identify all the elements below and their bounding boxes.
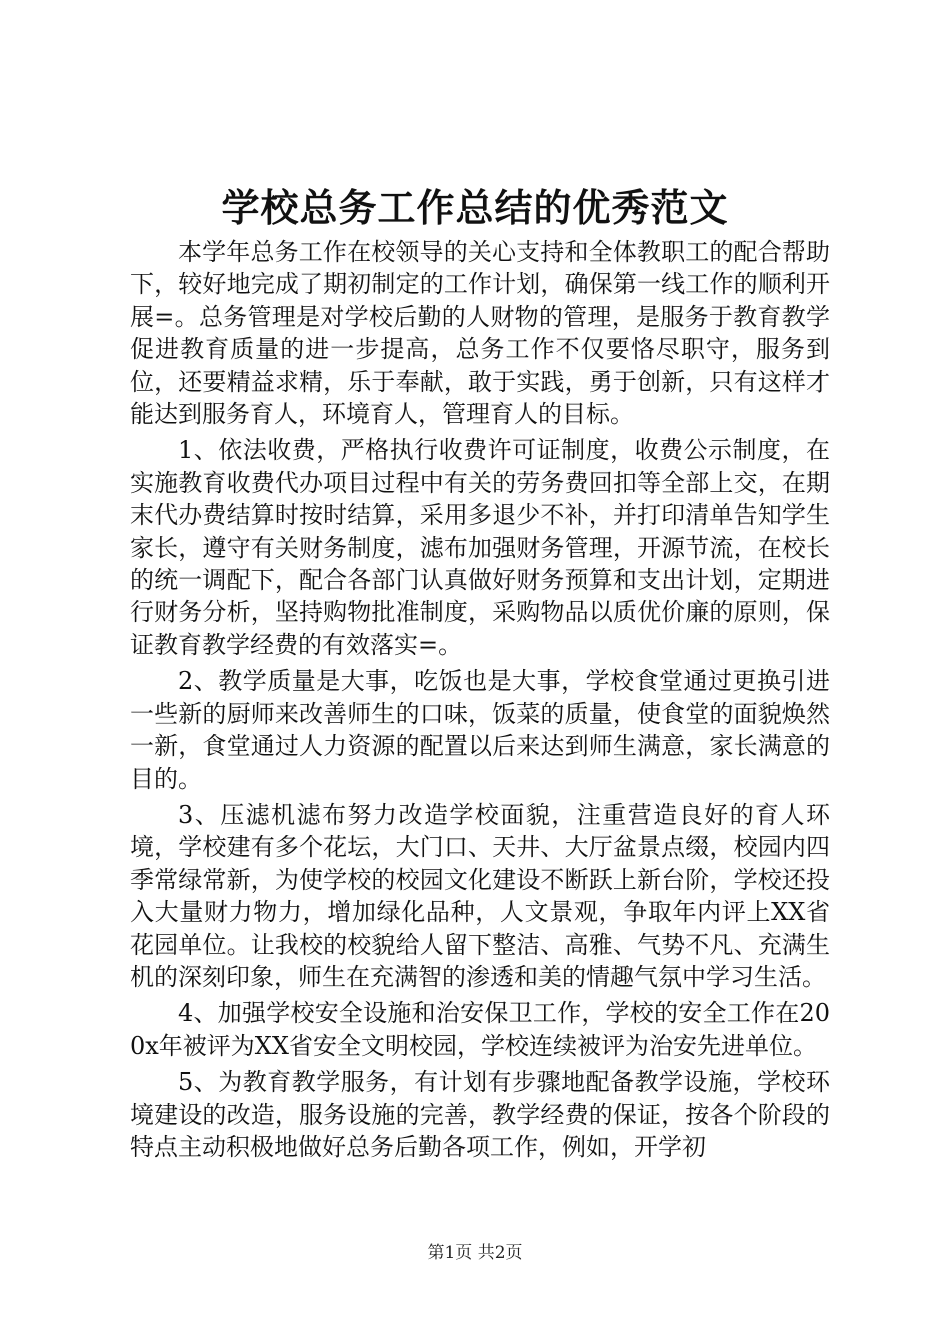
document-body: [130, 236, 830, 1167]
paragraph-2: 2、教学质量是大事，吃饭也是大事，学校食堂通过更换引进一些新的厨师来改善师生的口味，饭菜的质量，使食堂的面貌焕然一新，食堂通过人力资源的配置以后来达到师生满意，家长满意的目的。: [130, 667, 830, 793]
page-number-footer: 第1页 共2页: [427, 1243, 523, 1263]
paragraph-3: 3、压滤机滤布努力改造学校面貌，注重营造良好的育人环境，学校建有多个花坛，大门口、天井、大厅盆景点缀，校园内四季常绿常新，为使学校的校园文化建设不断跃上新台阶，学校还投入大量财力物力，增加绿化品种，人文景观，争取年内评上XX省花园单位。让我校的校貌给人留下整洁、高雅、气势不凡、充满生机的深刻印象，师生在充满智的渗透和美的情趣气氛中学习生活。: [130, 800, 830, 991]
paragraph-5: 5、为教育教学服务，有计划有步骤地配备教学设施，学校环境建设的改造，服务设施的完善，教学经费的保证，按各个阶段的特点主动积极地做好总务后勤各项工作，例如，开学初: [130, 1068, 830, 1161]
paragraph-1: 1、依法收费，严格执行收费许可证制度，收费公示制度，在实施教育收费代办项目过程中有关的劳务费回扣等全部上交，在期末代办费结算时按时结算，采用多退少不补，并打印清单告知学生家长，遵守有关财务制度，滤布加强财务管理，开源节流，在校长的统一调配下，配合各部门认真做好财务预算和支出计划，定期进行财务分析，坚持购物批准制度，采购物品以质优价廉的原则，保证教育教学经费的有效落实=。: [130, 436, 830, 659]
paragraph-intro: 本学年总务工作在校领导的关心支持和全体教职工的配合帮助下，较好地完成了期初制定的工作计划，确保第一线工作的顺利开展=。总务管理是对学校后勤的人财物的管理，是服务于教育教学促进教育质量的进一步提高，总务工作不仅要恪尽职守，服务到位，还要精益求精，乐于奉献，敢于实践，勇于创新，只有这样才能达到服务育人，环境育人，管理育人的目标。: [130, 238, 830, 429]
paragraph-4: 4、加强学校安全设施和治安保卫工作，学校的安全工作在200x年被评为XX省安全文明校园，学校连续被评为治安先进单位。: [130, 999, 830, 1060]
document-title: 学校总务工作总结的优秀范文: [221, 185, 729, 230]
